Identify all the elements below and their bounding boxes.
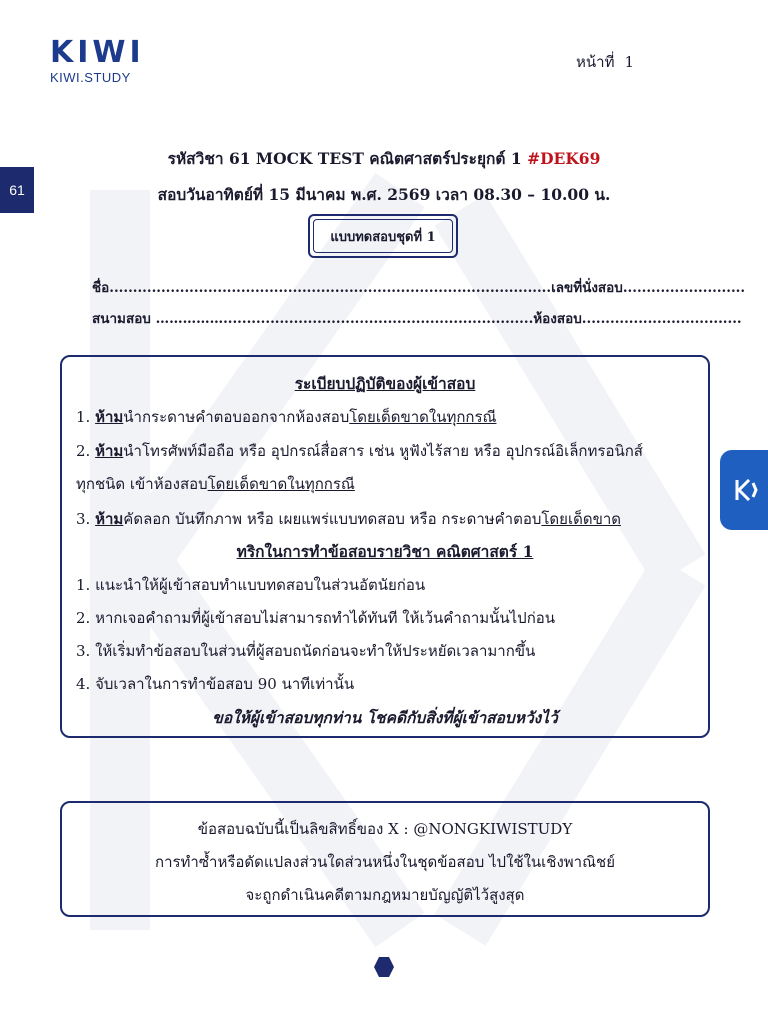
- venue-label: สนามสอบ: [92, 311, 151, 327]
- rules-box: [60, 355, 710, 738]
- page-label: หน้าที่: [576, 53, 615, 71]
- rule-number: 2.: [76, 442, 91, 460]
- tip-item: 2. หากเจอคำถามที่ผู้เข้าสอบไม่สามารถทำได้ทันที ให้เว้นคำถามนั้นไปก่อน: [76, 609, 556, 627]
- exam-title: [0, 146, 768, 171]
- rule-strict: โดยเด็ดขาด: [541, 510, 621, 528]
- copyright-line: ข้อสอบฉบับนี้เป็นลิขสิทธิ์ของ X : @NONGKIWISTUDY: [197, 820, 573, 838]
- rule-ban-word: ห้าม: [95, 408, 124, 426]
- exam-set-label: แบบทดสอบชุดที่ 1: [313, 219, 453, 253]
- kiwi-k-icon: [734, 479, 758, 501]
- tip-item: 4. จับเวลาในการทำข้อสอบ 90 นาทีเท่านั้น: [76, 675, 355, 693]
- seat-field[interactable]: ..........................: [622, 280, 746, 296]
- brand-logo: [50, 35, 145, 85]
- rule-strict: โดยเด็ดขาดในทุกกรณี: [207, 475, 355, 493]
- rules-heading: ระเบียบปฏิบัติของผู้เข้าสอบ: [294, 374, 476, 393]
- subject-code-tab: 61: [0, 167, 34, 213]
- rule-item: [76, 507, 621, 531]
- exam-title-main: รหัสวิชา 61 MOCK TEST คณิตศาสตร์ประยุกต์ 1: [167, 149, 522, 168]
- rule-text: นำโทรศัพท์มือถือ หรือ อุปกรณ์สื่อสาร เช่น หูฟังไร้สาย หรือ อุปกรณ์อิเล็กทรอนิกส์: [123, 442, 643, 460]
- exam-set-box: [308, 214, 458, 258]
- venue-field[interactable]: ……………..................................................................: [150, 311, 534, 327]
- logo-subtitle: KIWI.STUDY: [50, 70, 131, 85]
- rule-item: [76, 439, 643, 463]
- rule-item: [76, 405, 496, 429]
- logo-wordmark: KIWI: [50, 35, 145, 70]
- copyright-box: [60, 801, 710, 917]
- exam-date: สอบวันอาทิตย์ที่ 15 มีนาคม พ.ศ. 2569 เวลา 08.30 – 10.00 น.: [157, 185, 611, 204]
- copyright-line: จะถูกดำเนินคดีตามกฎหมายบัญญัติไว้สูงสุด: [245, 886, 525, 904]
- seat-label: เลขที่นั่งสอบ: [551, 280, 623, 296]
- room-field[interactable]: ..................................: [581, 311, 742, 327]
- rule-text: ทุกชนิด เข้าห้องสอบ: [76, 475, 208, 493]
- tips-heading: ทริกในการทำข้อสอบรายวิชา คณิตศาสตร์ 1: [236, 542, 534, 561]
- rule-ban-word: ห้าม: [95, 442, 124, 460]
- hexagon-icon: [373, 956, 395, 978]
- rule-ban-word: ห้าม: [95, 510, 124, 528]
- tip-item: 3. ให้เริ่มทำข้อสอบในส่วนที่ผู้สอบถนัดก่อนจะทำให้ประหยัดเวลามากขึ้น: [76, 642, 536, 660]
- room-label: ห้องสอบ: [533, 311, 582, 327]
- page-number-value: 1: [624, 53, 634, 71]
- page-number: [576, 50, 634, 74]
- rule-text: คัดลอก บันทึกภาพ หรือ เผยแพร่แบบทดสอบ หรือ กระดาษคำตอบ: [123, 510, 542, 528]
- tip-item: 1. แนะนำให้ผู้เข้าสอบทำแบบทดสอบในส่วนอัตนัยก่อน: [76, 576, 426, 594]
- exam-hashtag: #DEK69: [527, 149, 601, 168]
- rule-number: 3.: [76, 510, 91, 528]
- rule-text: นำกระดาษคำตอบออกจากห้องสอบ: [123, 408, 350, 426]
- rule-number: 1.: [76, 408, 91, 426]
- side-brand-tab: [720, 450, 768, 530]
- closing-message: ขอให้ผู้เข้าสอบทุกท่าน โชคดีกับสิ่งที่ผู้เข้าสอบหวังไว้: [212, 708, 558, 727]
- name-label: ชื่อ: [92, 280, 110, 296]
- name-seat-row: [92, 276, 745, 298]
- rule-strict: โดยเด็ดขาดในทุกกรณี: [349, 408, 497, 426]
- rule-item-continued: [76, 472, 355, 496]
- copyright-line: การทำซ้ำหรือดัดแปลงส่วนใดส่วนหนึ่งในชุดข้อสอบ ไปใช้ในเชิงพาณิชย์: [154, 853, 615, 871]
- venue-room-row: [92, 307, 742, 329]
- name-field[interactable]: ..............................................................................................: [109, 280, 552, 296]
